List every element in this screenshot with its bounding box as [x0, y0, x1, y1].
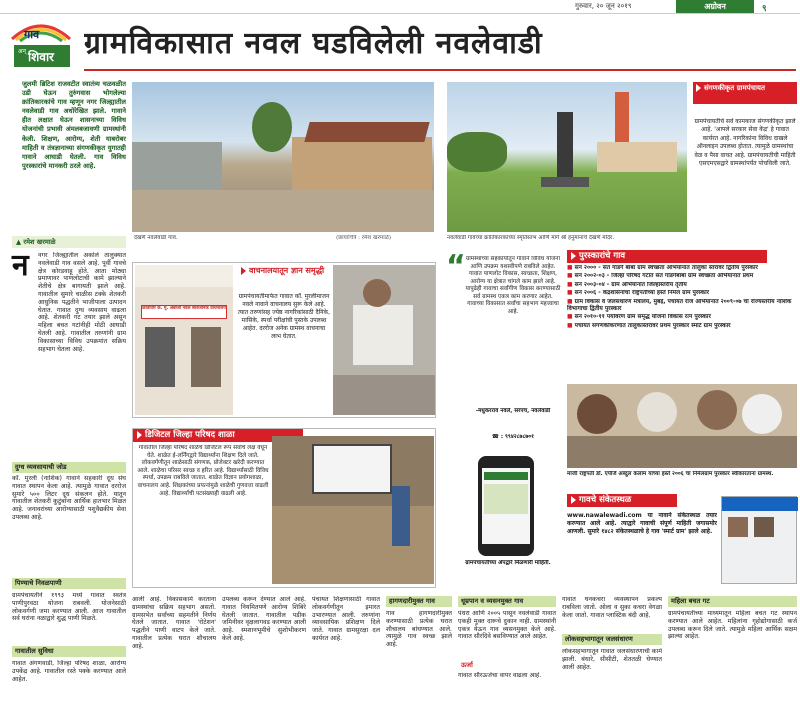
triangle-icon	[137, 431, 142, 439]
triangle-icon	[571, 252, 576, 260]
triangle-icon	[241, 267, 246, 275]
phone-illustration	[478, 456, 534, 556]
reader-photo	[333, 265, 435, 415]
awards-list	[567, 265, 797, 330]
digital-classroom-photo	[272, 436, 434, 584]
odf-text: गाव हागणदारीमुक्त करण्यासाठी प्रत्येक घरात शौचालय बांधण्यात आले. त्यामुळे गाव स्वच्छ झाले आहे.	[386, 610, 452, 649]
byline-name: रमेश खरमाळे	[23, 238, 56, 246]
memorial-temple-photo	[447, 82, 687, 232]
triangle-icon	[571, 496, 576, 504]
quote-icon: “	[446, 249, 466, 284]
bullet-icon: ■	[567, 290, 575, 297]
award-ceremony-photo	[567, 384, 797, 468]
library-box	[132, 262, 436, 418]
bullet-icon: ■	[567, 314, 575, 321]
energy-heading: ऊर्जा	[458, 660, 556, 671]
bullet-icon: ■	[567, 322, 575, 329]
watershed-text: लोकसहभागातून गावात जलसंधारणाची कामे झाली. बंधारे, सीसीटी, शेततळी घेण्यात आली आहेत.	[562, 648, 662, 671]
facility-text: गावात अंगणवाडी, जिल्हा परिषद शाळा, आरोग्य उपकेंद्र आहे. गावातील रस्ते पक्के करण्यात आले आहेत.	[12, 660, 126, 683]
website-screenshot	[721, 496, 797, 584]
col-2-text: उपलब्ध करून देण्यात आले आहे. गावात नियमितपणे आरोग्य शिबिरे घेतली जातात. गावातील पडीक जमिनीवर वृक्षलागवड करण्यात आली आहे. स्मशानभूमीचे सुशोभीकरण केले आहे.	[222, 596, 306, 642]
intro-text: जुलमी ब्रिटिश राजवटीत स्वातंत्र्य चळवळीत उडी घेऊन तुरुंगवास भोगलेल्या क्रांतिकारकांचे गाव म्हणून नगर जिल्ह्यातील नवलेवाडी गाव अधोरेखित झाले. गावाने हीत लक्षात घेऊन शासनाच्या विविध योजनांची प्रभावी अंमलबजावणी ग्रामस्थांनी केली. शिक्षण, आरोग्य, शेती याबरोबर माहिती व तंत्रज्ञानाच्या संगणकीकृत युगातही गावाने आघाडी घेतली. गाव विविध पुरस्कारांचे मानकरी ठरले आहे.	[22, 80, 126, 170]
award-item-text: पंचायत संगणकीकरणात तालुकास्तरावर प्रथम पुरस्कार स्मार्ट ग्राम पुरस्कार	[574, 322, 731, 329]
village-road-photo	[132, 82, 434, 232]
byline: ▲ रमेश खरमाळे	[12, 236, 126, 248]
logo-top: गाव	[24, 28, 40, 41]
col-5-text: गावात घनकचरा व्यवस्थापन प्रकल्प राबविला जातो. ओला व सुका कचरा वेगळा केला जातो. गावात प्लास्टिक बंदी आहे.	[562, 596, 662, 619]
bullet-icon: ■	[567, 273, 575, 280]
library-sign: क्रांतीवीर कै. मु. अन्नाजी नवले सार्वजनिक वाचनालय	[142, 306, 226, 311]
page-headline: ग्रामविकासात नवल घडविलेली नवलेवाडी	[84, 26, 543, 61]
awards-heading-text: पुरस्कारांचे गाव	[579, 251, 626, 261]
award-item	[567, 265, 797, 272]
water-text: ग्रामपंचायतीने १९९३ मध्ये गावात स्वतंत्र पाणीपुरवठा योजना राबवली. योजनेसाठी लोकवर्गणी जमा करण्यात आली. आज गावातील सर्व घरांना नळाद्वारे शुद्ध पाणी मिळते.	[12, 592, 126, 623]
logo-bottom: शिवार	[28, 50, 54, 64]
brand-name: अग्रोवन	[676, 0, 754, 13]
col-3-text: पंचायत शिक्षणासाठी गावात लोकवर्गणीतून इमारत उभारण्यात आली. तरुणांना व्यावसायिक प्रशिक्षण दिले जाते. गावात ग्रामसुरक्षा दल कार्यरत आहे.	[312, 596, 380, 642]
triangle-icon	[696, 84, 701, 92]
comp-gp-text: ग्रामपंचायतीचे सर्व कामकाज संगणकीकृत झाले आहे. 'आपले सरकार सेवा केंद्र' हे गावात कार्यरत आहे. नागरिकांना विविध दाखले ऑनलाइन उपलब्ध होतात. त्यामुळे ग्रामस्थांचा वेळ व पैसा वाचत आहे. ग्रामपंचायतीची माहिती एसएमएसद्वारे ग्रामस्थांपर्यंत पोचविली जाते.	[694, 118, 796, 168]
website-box	[567, 494, 797, 586]
col-1-text: आली आहे. विकासकामे करताना ग्रामस्थांचा सक्रिय सहभाग असतो. ग्रामसभेत सर्वांच्या सहमतीने निर्णय घेतले जातात. गावात 'रोटेशन' पद्धतीने पाणी वाटप केले जाते. गावातील प्रत्येक घरात शौचालय आहे.	[132, 596, 216, 650]
website-heading-text: गावचे संकेतस्थळ	[579, 495, 632, 505]
award-item	[567, 282, 797, 289]
energy-text: गावात सौरऊर्जेचा वापर वाढला आहे.	[458, 672, 542, 679]
photo2-caption: नवलेवाडी गावच्या क्रांतिकारकांच्या स्मृतिस्तंभ आणि मागे श्री हनुमानाचे देखणे मंदिर.	[447, 235, 615, 241]
photo1-caption: देखणे नवलेवाडी गाव.	[134, 235, 178, 241]
awards-heading	[567, 250, 767, 263]
award-item-text: ग्राम विकास व जलसंधारण मंत्रालय, मुंबई, पंचायत राज अभियानात २००९-०७ चा राज्यस्तरीय नाशिक विभागाचा द्वितीय पुरस्कार	[567, 298, 792, 313]
addiction-text: पंधरा आणि २००५ पासून नवलेवाडी गावात एकही मुक्त दारूचे दुकान नाही. ग्रामस्थांनी एकत्र येऊन गाव व्यसनमुक्त केले आहे. गावात सौरदिवे बसविण्यात आले आहेत.	[458, 610, 556, 641]
award-item	[567, 273, 797, 280]
addiction-heading: धूम्रपान व व्यसनमुक्त गाव	[458, 596, 556, 607]
water-heading: पिण्याचे निवळपाणी	[12, 578, 126, 589]
bullet-icon: ■	[567, 265, 575, 271]
library-heading	[237, 265, 331, 289]
award-item-text: सन २००० - संत गाडगे बाबा ग्राम स्वच्छता अभियानात तालुका स्तरावर द्वितीय पुरस्कार	[574, 265, 758, 271]
award-item	[567, 299, 797, 314]
photo-credit: (छायाचित्रे : रमेश खरमाळे)	[336, 235, 392, 241]
headline-rule	[84, 69, 796, 71]
award-item-text: सन २००२-०३ - जिल्हा परिषद गटात संत गाडगेबाबा ग्राम स्वच्छता अभियानात प्रथम	[574, 273, 754, 280]
award-caption: माजी राष्ट्रपती डॉ. एपीजे अब्दुल कलाम यांच्या हस्ते २००६ चा निर्मलग्राम पुरस्कार स्वीकारताना ग्रामस्थ.	[567, 471, 774, 477]
award-item-text: सन २०१०-११ पर्यावरण ग्राम समृद्ध योजना विकास रत्न पुरस्कार	[574, 314, 711, 321]
phone-caption: ग्रामपंचायतीच्या ॲपद्वारे मिळणारी माहिती.	[465, 560, 551, 566]
quote-phone: ☎ : ९९४२८७८७०१	[491, 434, 535, 440]
logo-mid: अन्	[18, 48, 26, 55]
quote-text: ग्रामस्थांच्या सहकार्यातून गावाने विविध योजना आणि उपक्रम यशस्वीपणे राबविले आहेत. गावात पाणलोट विकास, स्वच्छता, शिक्षण, आरोग्य या क्षेत्रात चांगले काम झाले आहे. यापुढेही गावाचा सर्वांगीण विकास करण्यासाठी सर्व ग्रामस्थ एकत्र काम करणार आहेत. गावाच्या विकासात सर्वांचा सहभाग महत्त्वाचा आहे.	[465, 256, 561, 315]
school-heading-text: डिजिटल जिल्हा परिषद शाळा	[145, 430, 235, 440]
library-text: ग्रामपंचायतीमार्फत गावात कॉ. मुरलीमाजन नवले नावाने वाचनालय सुरू केले आहे. त्यात तरुणांसह ज्येष्ठ नागरिकांसाठी दैनिके, मासिके, स्पर्धा परीक्षांची पुस्तके उपलब्ध आहेत. दररोज अनेक ग्रामस्थ वाचनाचा लाभ घेतात.	[237, 293, 331, 340]
page-number: ९	[762, 4, 767, 14]
issue-date: गुरुवार, २० जून २०१९	[575, 2, 632, 10]
dairy-text: कॉ. मुरली (नाशिक) गावाने सहकारी दूध संघ गावात स्थापन केला आहे. त्यामुळे गावात दररोज सुमारे ५०० लिटर दूध संकलन होते. यातून गावातील शेतकरी कुटुंबांना आर्थिक हातभार मिळत आहे. जनावरांच्या आरोग्यासाठी पशुवैद्यकीय सेवा उपलब्ध आहे.	[12, 475, 126, 521]
dairy-heading: दुग्ध व्यवसायाची जोड	[12, 462, 126, 473]
facility-heading: गावातील सुविधा	[12, 646, 126, 657]
section-logo	[4, 17, 78, 69]
bullet-icon: ■	[567, 281, 575, 288]
award-item-text: सन २००६ - केंद्रशासनाचा राष्ट्रपतींच्या हस्ते निर्मल ग्राम पुरस्कार	[574, 290, 710, 297]
comp-gp-heading-text: संगणकीकृत ग्रामपंचायत	[704, 84, 765, 92]
award-item-text: सन २००३-०४ - ग्राम अभियानात जिल्हास्तरीय तृतीय	[574, 281, 687, 288]
comp-gp-box	[693, 82, 797, 232]
awards-box	[567, 250, 797, 380]
award-item	[567, 290, 797, 297]
library-photo	[135, 265, 233, 415]
shg-heading: महिला बचत गट	[668, 596, 797, 607]
odf-heading: हागणदारीमुक्त गाव	[386, 596, 452, 607]
comp-gp-heading	[693, 82, 797, 104]
bullet-icon: ■	[567, 298, 575, 305]
shg-text: ग्रामपंचायतीच्या माध्यमातून महिला बचत गट स्थापन करण्यात आले आहेत. महिलांना गृहोद्योगासाठी कर्ज उपलब्ध करून दिले जाते. त्यामुळे महिला आर्थिक सक्षम झाल्या आहेत.	[668, 610, 797, 641]
award-item	[567, 323, 797, 330]
quote-author: -मधुकरराव नवले, सरपंच, नवलेवाडी	[475, 408, 551, 414]
quote-box	[444, 249, 562, 452]
drop-cap: न	[12, 248, 29, 283]
website-heading	[567, 494, 677, 507]
website-text: www.nawalewadi.com या नावाने संकेतस्थळ तयार करण्यात आले आहे. त्याद्वारे गावाची संपूर्ण माहिती जगासमोर आणली. सुमारे १४८२ संकेतस्थळाचे हे गाव 'स्मार्ट ग्राम' झाले आहे.	[567, 512, 717, 536]
body-main: नगर जिल्ह्यातील अकोले तालुक्यात नवलेवाडी गाव वसले आहे. पूर्वी गावचे क्षेत्र कोरडवाहू होते. आता मोठ्या प्रमाणावर पाणलोटाची कामे झाल्याने शेतीचे क्षेत्र बागायती झाले आहे. गावातील सुमारे चाळीस टक्के शेतकरी आधुनिक पद्धतीने भाजीपाला उत्पादन घेतात. गावात दुग्ध व्यवसाय वाढला आहे. शेतकरी गट तयार झाले असून महिला बचत गटांनीही मोठी आघाडी घेतली आहे. गावातील तरुणांनी ग्राम विकासाच्या विविध उपक्रमांत सक्रिय सहभाग घेतला आहे.	[38, 252, 126, 353]
library-heading-text: वाचनालयातून ज्ञान समृद्धी	[249, 266, 325, 275]
watershed-heading: लोकसहभागातून जलसंधारण	[562, 634, 662, 645]
school-text: गावातील जिल्हा परिषद शाळेचे डिजिटल रूप सर्वांचे लक्ष वेधून घेते. शाळेत ई-लर्निंगद्वारे विद्यार्थ्यांना शिक्षण दिले जाते. लोकवर्गणीतून शाळेसाठी संगणक, प्रोजेक्टर खरेदी करण्यात आले. शाळेचा परिसर स्वच्छ व हरित आहे. विद्यार्थ्यांसाठी विविध स्पर्धा, उपक्रम राबविले जातात. शाळेत विज्ञान प्रयोगशाळा, वाचनालय आहे. शिक्षकांच्या प्रयत्नांमुळे शाळेची गुणवत्ता वाढली आहे. विद्यार्थ्यांची पटसंख्याही वाढली आहे.	[137, 445, 269, 497]
masthead	[0, 0, 800, 14]
award-item	[567, 314, 797, 321]
